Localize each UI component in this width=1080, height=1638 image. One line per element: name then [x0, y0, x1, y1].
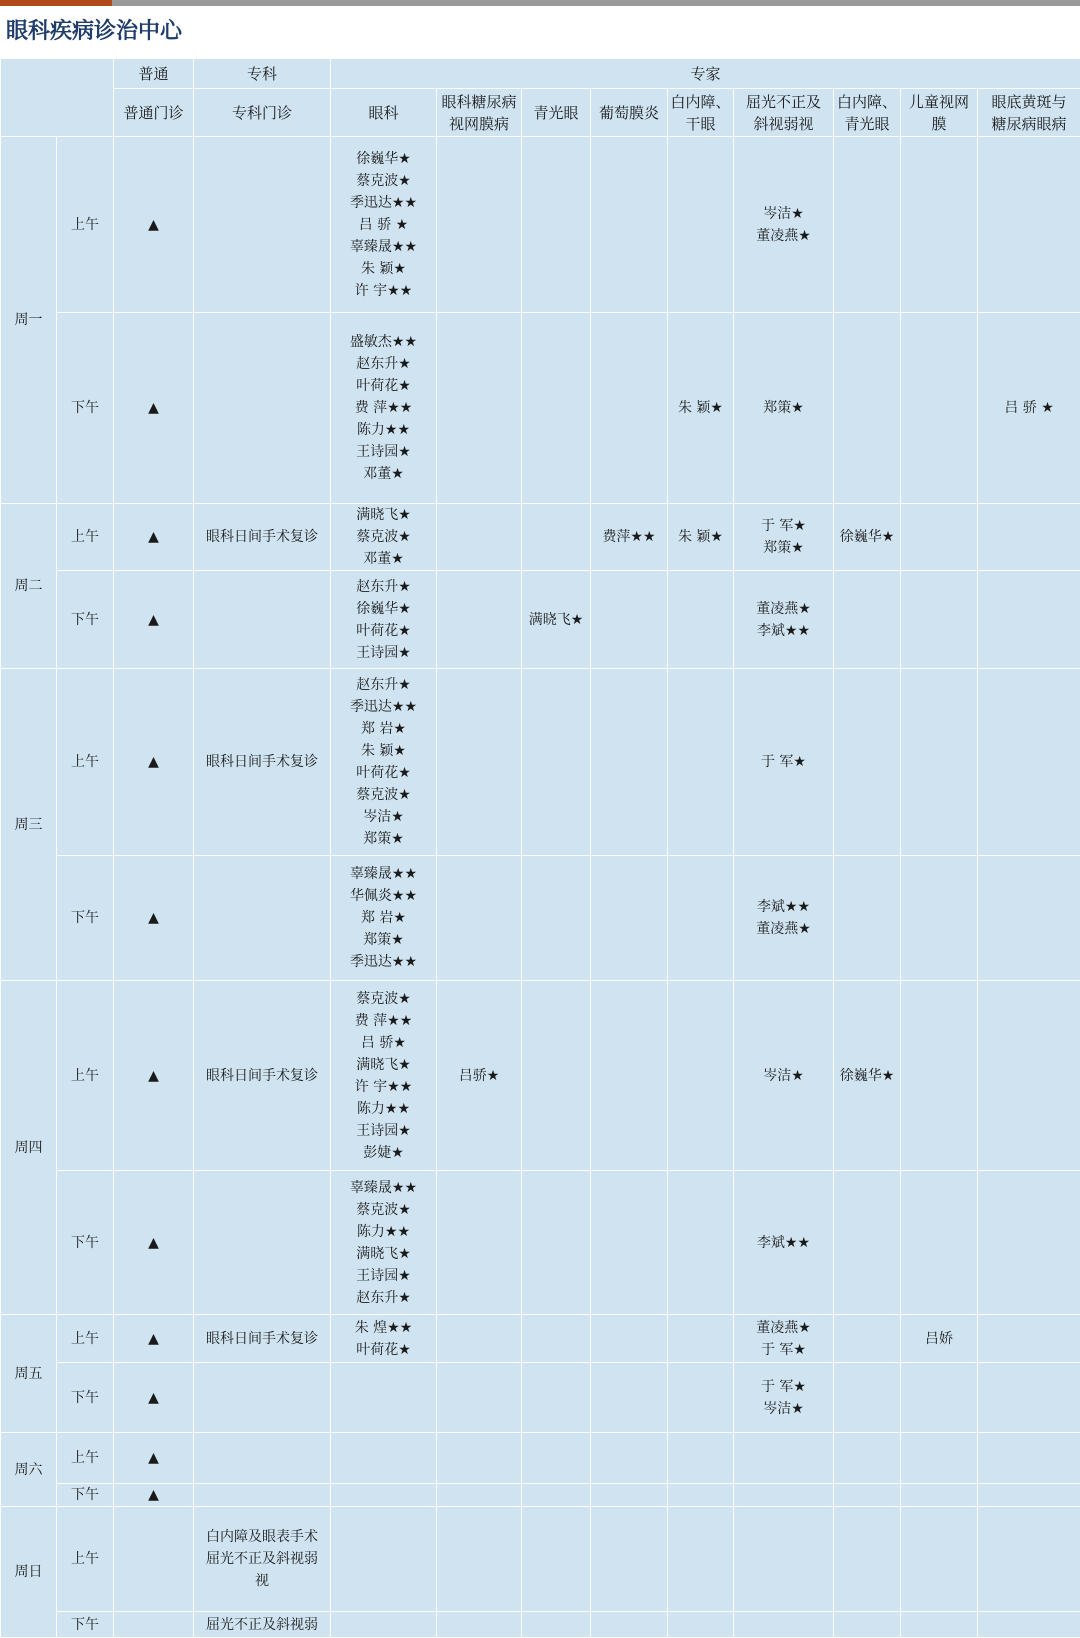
specialty-cell: [194, 1363, 331, 1433]
period-label: 下午: [57, 1612, 114, 1638]
pediatric-cell: [901, 1171, 978, 1315]
ophthalmology-cell: 朱 煌★★ 叶荷花★: [331, 1315, 437, 1363]
macula-cell: [978, 981, 1080, 1171]
pediatric-cell: [901, 981, 978, 1171]
specialty-cell: [194, 1171, 331, 1315]
pediatric-cell: [901, 571, 978, 669]
period-label: 上午: [57, 1433, 114, 1484]
cataract-dry-eye-cell: [668, 1363, 734, 1433]
top-bar-accent: [0, 0, 112, 6]
cataract-dry-eye-cell: 朱 颖★: [668, 504, 734, 571]
refraction-cell: 于 军★: [734, 669, 834, 856]
period-label: 上午: [57, 1315, 114, 1363]
macula-cell: [978, 504, 1080, 571]
table-row: [1, 1612, 1080, 1638]
period-label: 下午: [57, 856, 114, 981]
table-row: [1, 1363, 1080, 1433]
period-label: 下午: [57, 1171, 114, 1315]
uveitis-cell: [591, 1363, 668, 1433]
specialty-cell: 眼科日间手术复诊: [194, 669, 331, 856]
table-row: [1, 1484, 1080, 1507]
cataract-glaucoma-cell: [834, 856, 901, 981]
uveitis-cell: 费萍★★: [591, 504, 668, 571]
diabetic-cell: 吕骄★: [437, 981, 522, 1171]
top-bar: [0, 0, 1080, 6]
corner-cell: [1, 59, 114, 137]
cataract-glaucoma-cell: [834, 1171, 901, 1315]
macula-cell: [978, 1315, 1080, 1363]
macula-cell: [978, 669, 1080, 856]
cataract-dry-eye-cell: [668, 981, 734, 1171]
period-label: 上午: [57, 137, 114, 313]
glaucoma-cell: 满晓飞★: [522, 571, 591, 669]
general-mark: [114, 1507, 194, 1612]
day-label: 周一: [1, 137, 57, 504]
refraction-cell: 郑策★: [734, 313, 834, 504]
ophthalmology-cell: [331, 1363, 437, 1433]
uveitis-cell: [591, 571, 668, 669]
ophthalmology-cell: 赵东升★ 季迅达★★ 郑 岩★ 朱 颖★ 叶荷花★ 蔡克波★ 岑洁★ 郑策★: [331, 669, 437, 856]
table-row: [1, 571, 1080, 669]
table-row: [1, 669, 1080, 856]
uveitis-cell: [591, 669, 668, 856]
diabetic-cell: [437, 856, 522, 981]
uveitis-cell: [591, 313, 668, 504]
refraction-cell: 李斌★★ 董凌燕★: [734, 856, 834, 981]
general-mark: ▲: [114, 981, 194, 1171]
pediatric-cell: [901, 137, 978, 313]
specialty-cell: 白内障及眼表手术 屈光不正及斜视弱 视: [194, 1507, 331, 1612]
specialty-cell: 眼科日间手术复诊: [194, 504, 331, 571]
pediatric-cell: [901, 504, 978, 571]
header-diabetic-retinopathy: 眼科糖尿病 视网膜病: [437, 89, 522, 137]
refraction-cell: 李斌★★: [734, 1171, 834, 1315]
pediatric-cell: [901, 313, 978, 504]
header-uveitis: 葡萄膜炎: [591, 89, 668, 137]
schedule-table: [0, 58, 1080, 1638]
general-mark: ▲: [114, 571, 194, 669]
general-mark: ▲: [114, 1171, 194, 1315]
general-mark: ▲: [114, 313, 194, 504]
cataract-glaucoma-cell: [834, 669, 901, 856]
header-macula-diabetic: 眼底黄斑与 糖尿病眼病: [978, 89, 1080, 137]
uveitis-cell: [591, 1315, 668, 1363]
header-specialty: 专科: [194, 59, 331, 89]
header-specialty-clinic: 专科门诊: [194, 89, 331, 137]
diabetic-cell: [437, 1171, 522, 1315]
header-pediatric-retina: 儿童视网 膜: [901, 89, 978, 137]
cataract-glaucoma-cell: [834, 1363, 901, 1433]
header-refraction-strabismus: 屈光不正及 斜视弱视: [734, 89, 834, 137]
diabetic-cell: [437, 137, 522, 313]
cataract-glaucoma-cell: [834, 137, 901, 313]
header-cataract-dry-eye: 白内障、 干眼: [668, 89, 734, 137]
refraction-cell: 董凌燕★ 李斌★★: [734, 571, 834, 669]
ophthalmology-cell: 赵东升★ 徐巍华★ 叶荷花★ 王诗园★: [331, 571, 437, 669]
cataract-dry-eye-cell: [668, 1315, 734, 1363]
glaucoma-cell: [522, 1171, 591, 1315]
general-mark: ▲: [114, 669, 194, 856]
refraction-cell: 岑洁★: [734, 981, 834, 1171]
header-general: 普通: [114, 59, 194, 89]
specialty-cell: [194, 571, 331, 669]
uveitis-cell: [591, 1171, 668, 1315]
cataract-glaucoma-cell: [834, 571, 901, 669]
refraction-cell: 岑洁★ 董凌燕★: [734, 137, 834, 313]
table-row: [1, 1507, 1080, 1612]
glaucoma-cell: [522, 1315, 591, 1363]
general-mark: ▲: [114, 1363, 194, 1433]
cataract-glaucoma-cell: [834, 1315, 901, 1363]
diabetic-cell: [437, 504, 522, 571]
macula-cell: [978, 856, 1080, 981]
diabetic-cell: [437, 1363, 522, 1433]
day-label: 周三: [1, 669, 57, 981]
cataract-dry-eye-cell: [668, 856, 734, 981]
cataract-dry-eye-cell: [668, 1171, 734, 1315]
day-label: 周二: [1, 504, 57, 669]
general-mark: ▲: [114, 1433, 194, 1484]
header-cataract-glaucoma: 白内障、 青光眼: [834, 89, 901, 137]
uveitis-cell: [591, 137, 668, 313]
table-row: [1, 137, 1080, 313]
general-mark: ▲: [114, 1484, 194, 1507]
specialty-cell: [194, 137, 331, 313]
macula-cell: [978, 1171, 1080, 1315]
cataract-glaucoma-cell: 徐巍华★: [834, 504, 901, 571]
specialty-cell: [194, 313, 331, 504]
ophthalmology-cell: 满晓飞★ 蔡克波★ 邓董★: [331, 504, 437, 571]
table-row: [1, 856, 1080, 981]
uveitis-cell: [591, 981, 668, 1171]
glaucoma-cell: [522, 313, 591, 504]
header-general-clinic: 普通门诊: [114, 89, 194, 137]
day-label: 周六: [1, 1433, 57, 1507]
diabetic-cell: [437, 1315, 522, 1363]
ophthalmology-cell: 徐巍华★ 蔡克波★ 季迅达★★ 吕 骄 ★ 辜臻晟★★ 朱 颖★ 许 宇★★: [331, 137, 437, 313]
day-label: 周四: [1, 981, 57, 1315]
header-glaucoma: 青光眼: [522, 89, 591, 137]
macula-cell: [978, 137, 1080, 313]
refraction-cell: 董凌燕★ 于 军★: [734, 1315, 834, 1363]
period-label: 上午: [57, 669, 114, 856]
period-label: 上午: [57, 981, 114, 1171]
ophthalmology-cell: 蔡克波★ 费 萍★★ 吕 骄★ 满晓飞★ 许 宇★★ 陈力★★ 王诗园★ 彭婕★: [331, 981, 437, 1171]
cataract-dry-eye-cell: [668, 571, 734, 669]
pediatric-cell: [901, 1363, 978, 1433]
glaucoma-cell: [522, 856, 591, 981]
refraction-cell: 于 军★ 郑策★: [734, 504, 834, 571]
cataract-glaucoma-cell: 徐巍华★: [834, 981, 901, 1171]
glaucoma-cell: [522, 981, 591, 1171]
specialty-cell: 眼科日间手术复诊: [194, 981, 331, 1171]
specialty-cell: 屈光不正及斜视弱: [194, 1612, 331, 1638]
glaucoma-cell: [522, 137, 591, 313]
ophthalmology-cell: 辜臻晟★★ 蔡克波★ 陈力★★ 满晓飞★ 王诗园★ 赵东升★: [331, 1171, 437, 1315]
cataract-dry-eye-cell: [668, 137, 734, 313]
table-row: [1, 313, 1080, 504]
macula-cell: 吕 骄 ★: [978, 313, 1080, 504]
period-label: 下午: [57, 571, 114, 669]
macula-cell: [978, 1363, 1080, 1433]
general-mark: ▲: [114, 137, 194, 313]
page-title: 眼科疾病诊治中心: [0, 6, 1080, 58]
refraction-cell: 于 军★ 岑洁★: [734, 1363, 834, 1433]
pediatric-cell: 吕娇: [901, 1315, 978, 1363]
pediatric-cell: [901, 856, 978, 981]
period-label: 下午: [57, 1484, 114, 1507]
period-label: 下午: [57, 313, 114, 504]
diabetic-cell: [437, 669, 522, 856]
table-row: [1, 1315, 1080, 1363]
day-label: 周五: [1, 1315, 57, 1433]
pediatric-cell: [901, 669, 978, 856]
uveitis-cell: [591, 856, 668, 981]
cataract-dry-eye-cell: [668, 669, 734, 856]
table-row: [1, 1433, 1080, 1484]
macula-cell: [978, 571, 1080, 669]
ophthalmology-cell: 辜臻晟★★ 华佩炎★★ 郑 岩★ 郑策★ 季迅达★★: [331, 856, 437, 981]
general-mark: ▲: [114, 504, 194, 571]
period-label: 上午: [57, 1507, 114, 1612]
header-expert: 专家: [331, 59, 1080, 89]
glaucoma-cell: [522, 1363, 591, 1433]
cataract-dry-eye-cell: 朱 颖★: [668, 313, 734, 504]
general-mark: ▲: [114, 856, 194, 981]
day-label: 周日: [1, 1507, 57, 1638]
header-ophthalmology: 眼科: [331, 89, 437, 137]
specialty-cell: 眼科日间手术复诊: [194, 1315, 331, 1363]
cataract-glaucoma-cell: [834, 313, 901, 504]
period-label: 上午: [57, 504, 114, 571]
table-row: [1, 1171, 1080, 1315]
diabetic-cell: [437, 571, 522, 669]
specialty-cell: [194, 856, 331, 981]
table-row: [1, 981, 1080, 1171]
general-mark: ▲: [114, 1315, 194, 1363]
diabetic-cell: [437, 313, 522, 504]
general-mark: [114, 1612, 194, 1638]
ophthalmology-cell: 盛敏杰★★ 赵东升★ 叶荷花★ 费 萍★★ 陈力★★ 王诗园★ 邓董★: [331, 313, 437, 504]
glaucoma-cell: [522, 504, 591, 571]
period-label: 下午: [57, 1363, 114, 1433]
table-row: [1, 504, 1080, 571]
glaucoma-cell: [522, 669, 591, 856]
